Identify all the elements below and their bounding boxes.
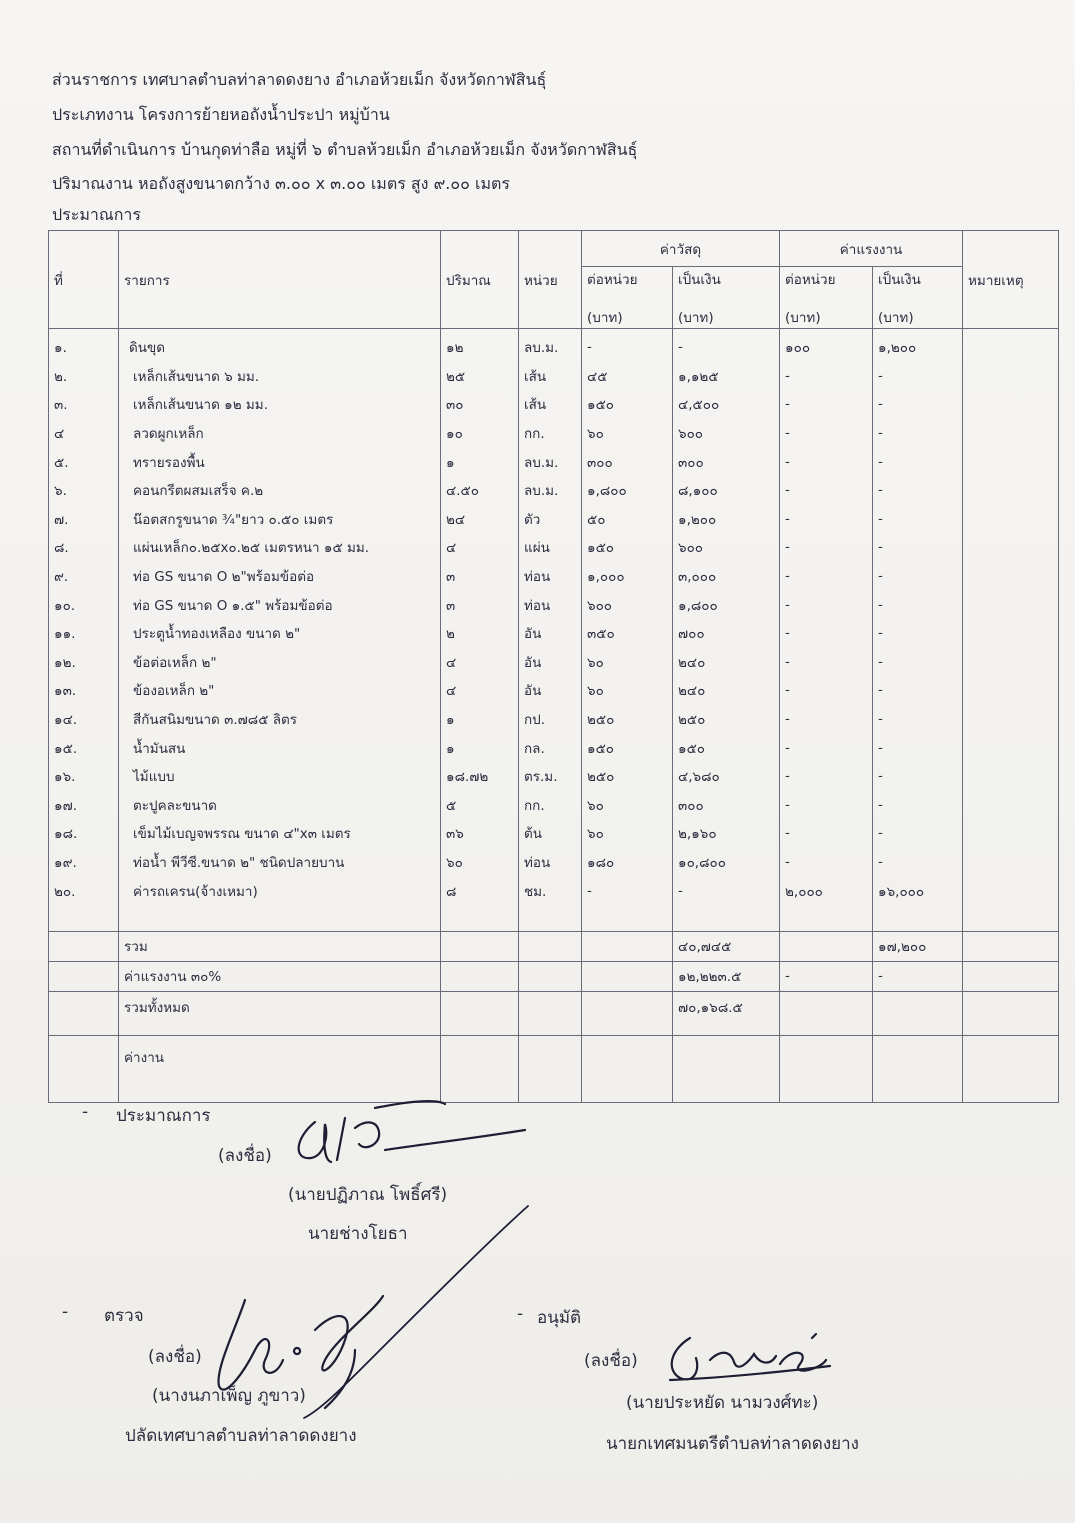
row-unit: ลบ.ม. bbox=[519, 476, 582, 505]
row-lab-total: - bbox=[873, 447, 963, 476]
row-no: ๑๘. bbox=[49, 819, 119, 848]
row-lab-unit: - bbox=[780, 733, 873, 762]
row-no: ๒. bbox=[49, 362, 119, 391]
row-mat-unit: ๖๐ bbox=[582, 676, 673, 705]
row-qty: ๑๒ bbox=[441, 329, 519, 362]
table-row bbox=[49, 362, 1059, 391]
row-no: ๑๙. bbox=[49, 848, 119, 877]
row-mat-unit: ๖๐ bbox=[582, 791, 673, 820]
row-mat-unit: ๖๐ bbox=[582, 419, 673, 448]
header-item: รายการ bbox=[119, 231, 441, 329]
row-mat-total: ๖๐๐ bbox=[673, 533, 780, 562]
row-qty: ๒ bbox=[441, 619, 519, 648]
table-row bbox=[49, 762, 1059, 791]
table-row bbox=[49, 848, 1059, 877]
row-qty: ๑๐ bbox=[441, 419, 519, 448]
row-qty: ๑ bbox=[441, 733, 519, 762]
row-mat-unit: ๒๕๐ bbox=[582, 705, 673, 734]
row-mat-total: ๒๔๐ bbox=[673, 648, 780, 677]
row-no: ๖. bbox=[49, 476, 119, 505]
row-remark bbox=[963, 476, 1059, 505]
row-mat-unit: - bbox=[582, 876, 673, 905]
row-mat-total: ๗๐๐ bbox=[673, 619, 780, 648]
row-item: สีกันสนิมขนาด ๓.๗๘๕ ลิตร bbox=[119, 705, 441, 734]
total-row bbox=[49, 931, 1059, 961]
approver-name: (นายประหยัด นามวงศ์ทะ) bbox=[626, 1393, 819, 1413]
spacer-cell bbox=[873, 905, 963, 932]
table-row bbox=[49, 447, 1059, 476]
header-labor: ค่าแรงงาน bbox=[780, 231, 963, 267]
row-remark bbox=[963, 590, 1059, 619]
row-lab-total: - bbox=[873, 619, 963, 648]
grand-total-amount: ๗๐,๑๖๘.๕ bbox=[673, 991, 780, 1035]
row-item: แผ่นเหล็ก๐.๒๕x๐.๒๕ เมตรหนา ๑๕ มม. bbox=[119, 533, 441, 562]
row-mat-unit: - bbox=[582, 329, 673, 362]
row-lab-unit: - bbox=[780, 848, 873, 877]
approver-sign-label: (ลงชื่อ) bbox=[584, 1351, 638, 1371]
row-lab-total: - bbox=[873, 533, 963, 562]
row-remark bbox=[963, 733, 1059, 762]
row-lab-total: ๑,๒๐๐ bbox=[873, 329, 963, 362]
row-remark bbox=[963, 876, 1059, 905]
total-material: ๔๐,๗๔๕ bbox=[673, 931, 780, 961]
row-mat-total: ๑๕๐ bbox=[673, 733, 780, 762]
row-item: ข้องอเหล็ก ๒" bbox=[119, 676, 441, 705]
row-lab-total: - bbox=[873, 590, 963, 619]
labor-30-amount: ๑๒,๒๒๓.๕ bbox=[673, 961, 780, 991]
row-unit: เส้น bbox=[519, 390, 582, 419]
row-unit: เส้น bbox=[519, 362, 582, 391]
location-line: สถานที่ดำเนินการ บ้านกุดท่าลือ หมู่ที่ ๖ ตำบลห้วยเม็ก อำเภอห้วยเม็ก จังหวัดกาฬสินธุ์ bbox=[52, 140, 638, 159]
estimator-role: ประมาณการ bbox=[116, 1106, 211, 1126]
row-unit: ท่อน bbox=[519, 562, 582, 591]
spacer-cell bbox=[673, 905, 780, 932]
row-item: ตะปูคละขนาด bbox=[119, 791, 441, 820]
row-mat-total: ๑,๒๐๐ bbox=[673, 505, 780, 534]
row-mat-total: ๓,๐๐๐ bbox=[673, 562, 780, 591]
row-mat-unit: ๑,๘๐๐ bbox=[582, 476, 673, 505]
row-item: ประตูน้ำทองเหลือง ขนาด ๒" bbox=[119, 619, 441, 648]
row-no: ๑๕. bbox=[49, 733, 119, 762]
spacer-cell bbox=[963, 905, 1059, 932]
row-lab-total: - bbox=[873, 476, 963, 505]
row-no: ๓. bbox=[49, 390, 119, 419]
row-lab-total: - bbox=[873, 648, 963, 677]
spacer-cell bbox=[119, 905, 441, 932]
row-remark bbox=[963, 505, 1059, 534]
row-mat-unit: ๕๐ bbox=[582, 505, 673, 534]
row-qty: ๑๘.๗๒ bbox=[441, 762, 519, 791]
header-lab-amount: เป็นเงิน (บาท) bbox=[873, 267, 963, 329]
row-lab-unit: - bbox=[780, 562, 873, 591]
row-mat-unit: ๔๕ bbox=[582, 362, 673, 391]
row-remark bbox=[963, 329, 1059, 362]
row-no: ๕. bbox=[49, 447, 119, 476]
row-qty: ๔ bbox=[441, 648, 519, 677]
row-lab-unit: - bbox=[780, 419, 873, 448]
row-lab-total: - bbox=[873, 762, 963, 791]
row-lab-unit: - bbox=[780, 533, 873, 562]
labor-30-label: ค่าแรงงาน ๓๐% bbox=[119, 961, 441, 991]
checker-role: ตรวจ bbox=[104, 1306, 144, 1326]
header-remark: หมายเหตุ bbox=[963, 231, 1059, 329]
row-item: คอนกรีตผสมเสร็จ ค.๒ bbox=[119, 476, 441, 505]
row-item: ท่อ GS ขนาด O ๑.๕" พร้อมข้อต่อ bbox=[119, 590, 441, 619]
row-unit: กล. bbox=[519, 733, 582, 762]
row-lab-total: - bbox=[873, 390, 963, 419]
row-item: ไม้แบบ bbox=[119, 762, 441, 791]
row-unit: อัน bbox=[519, 676, 582, 705]
table-row bbox=[49, 876, 1059, 905]
row-mat-unit: ๖๐ bbox=[582, 819, 673, 848]
header-lab-per-unit: ต่อหน่วย (บาท) bbox=[780, 267, 873, 329]
row-mat-unit: ๒๕๐ bbox=[582, 762, 673, 791]
row-no: ๑๑. bbox=[49, 619, 119, 648]
table-row bbox=[49, 619, 1059, 648]
grand-total-row bbox=[49, 991, 1059, 1035]
approver-title: นายกเทศมนตรีตำบลท่าลาดดงยาง bbox=[606, 1434, 859, 1454]
approver-signature bbox=[650, 1330, 840, 1390]
row-remark bbox=[963, 676, 1059, 705]
row-item: เหล็กเส้นขนาด ๑๒ มม. bbox=[119, 390, 441, 419]
table-row bbox=[49, 419, 1059, 448]
table-row bbox=[49, 390, 1059, 419]
row-unit: ลบ.ม. bbox=[519, 447, 582, 476]
row-no: ๗. bbox=[49, 505, 119, 534]
header-material: ค่าวัสดุ bbox=[582, 231, 780, 267]
row-lab-total: - bbox=[873, 848, 963, 877]
table-row bbox=[49, 791, 1059, 820]
table-row bbox=[49, 648, 1059, 677]
spacer-cell bbox=[441, 905, 519, 932]
work-type-line: ประเภทงาน โครงการย้ายหอถังน้ำประปา หมู่บ้าน bbox=[52, 105, 390, 124]
row-lab-total: - bbox=[873, 676, 963, 705]
row-unit: ท่อน bbox=[519, 590, 582, 619]
table-row bbox=[49, 733, 1059, 762]
table-row bbox=[49, 705, 1059, 734]
row-item: น้ำมันสน bbox=[119, 733, 441, 762]
row-lab-total: - bbox=[873, 733, 963, 762]
row-item: ดินขุด bbox=[119, 329, 441, 362]
row-unit: ตร.ม. bbox=[519, 762, 582, 791]
row-mat-total: ๑,๘๐๐ bbox=[673, 590, 780, 619]
row-no: ๑. bbox=[49, 329, 119, 362]
spacer-cell bbox=[582, 905, 673, 932]
row-mat-total: ๘,๑๐๐ bbox=[673, 476, 780, 505]
row-remark bbox=[963, 762, 1059, 791]
table-row bbox=[49, 819, 1059, 848]
checker-title: ปลัดเทศบาลตำบลท่าลาดดงยาง bbox=[125, 1426, 357, 1446]
table-row-spacer bbox=[49, 905, 1059, 932]
header-qty: ปริมาณ bbox=[441, 231, 519, 329]
labor-30-row bbox=[49, 961, 1059, 991]
row-mat-unit: ๓๕๐ bbox=[582, 619, 673, 648]
row-lab-unit: - bbox=[780, 447, 873, 476]
row-unit: ชม. bbox=[519, 876, 582, 905]
labor-30-lab-total: - bbox=[873, 961, 963, 991]
table-row bbox=[49, 562, 1059, 591]
row-no: ๙. bbox=[49, 562, 119, 591]
row-unit: อัน bbox=[519, 619, 582, 648]
grand-total-label: รวมทั้งหมด bbox=[119, 991, 441, 1035]
row-no: ๒๐. bbox=[49, 876, 119, 905]
row-item: ค่ารถเครน(จ้างเหมา) bbox=[119, 876, 441, 905]
row-no: ๑๖. bbox=[49, 762, 119, 791]
row-remark bbox=[963, 848, 1059, 877]
row-no: ๘. bbox=[49, 533, 119, 562]
row-mat-unit: ๑๕๐ bbox=[582, 733, 673, 762]
row-mat-unit: ๑๘๐ bbox=[582, 848, 673, 877]
row-remark bbox=[963, 419, 1059, 448]
row-qty: ๓ bbox=[441, 562, 519, 591]
row-lab-total: - bbox=[873, 791, 963, 820]
row-remark bbox=[963, 648, 1059, 677]
estimator-signature bbox=[285, 1098, 530, 1178]
row-mat-total: ๒๕๐ bbox=[673, 705, 780, 734]
row-lab-unit: - bbox=[780, 362, 873, 391]
table-row bbox=[49, 676, 1059, 705]
row-mat-total: ๓๐๐ bbox=[673, 447, 780, 476]
estimate-table bbox=[48, 230, 1059, 1103]
work-cost-label: ค่างาน bbox=[119, 1035, 441, 1102]
estimator-title: นายช่างโยธา bbox=[308, 1224, 408, 1244]
row-unit: แผ่น bbox=[519, 533, 582, 562]
total-labor: ๑๗,๒๐๐ bbox=[873, 931, 963, 961]
row-unit: กป. bbox=[519, 705, 582, 734]
row-item: ท่อน้ำ พีวีซี.ขนาด ๒" ชนิดปลายบาน bbox=[119, 848, 441, 877]
row-lab-unit: - bbox=[780, 676, 873, 705]
row-remark bbox=[963, 705, 1059, 734]
row-qty: ๓๖ bbox=[441, 819, 519, 848]
estimator-dash: - bbox=[82, 1102, 89, 1122]
row-qty: ๑ bbox=[441, 705, 519, 734]
labor-30-lab-unit: - bbox=[780, 961, 873, 991]
row-lab-unit: - bbox=[780, 476, 873, 505]
agency-line: ส่วนราชการ เทศบาลตำบลท่าลาดดงยาง อำเภอห้วยเม็ก จังหวัดกาฬสินธุ์ bbox=[52, 70, 547, 89]
item-rows bbox=[49, 329, 1059, 932]
row-lab-unit: - bbox=[780, 590, 873, 619]
approver-role: อนุมัติ bbox=[537, 1308, 582, 1328]
row-unit: ต้น bbox=[519, 819, 582, 848]
row-lab-total: - bbox=[873, 819, 963, 848]
row-mat-unit: ๑๕๐ bbox=[582, 533, 673, 562]
row-remark bbox=[963, 819, 1059, 848]
row-mat-total: ๔,๖๘๐ bbox=[673, 762, 780, 791]
table-row bbox=[49, 476, 1059, 505]
row-mat-total: ๒,๑๖๐ bbox=[673, 819, 780, 848]
row-mat-total: ๖๐๐ bbox=[673, 419, 780, 448]
total-label: รวม bbox=[119, 931, 441, 961]
row-no: ๑๓. bbox=[49, 676, 119, 705]
row-mat-total: ๒๔๐ bbox=[673, 676, 780, 705]
checker-sign-label: (ลงชื่อ) bbox=[148, 1347, 202, 1367]
row-lab-unit: - bbox=[780, 705, 873, 734]
table-row bbox=[49, 329, 1059, 362]
row-item: ลวดผูกเหล็ก bbox=[119, 419, 441, 448]
row-lab-unit: ๒,๐๐๐ bbox=[780, 876, 873, 905]
checker-dash: - bbox=[62, 1302, 69, 1322]
row-qty: ๓๐ bbox=[441, 390, 519, 419]
row-lab-unit: - bbox=[780, 390, 873, 419]
row-no: ๑๒. bbox=[49, 648, 119, 677]
row-remark bbox=[963, 362, 1059, 391]
row-mat-unit: ๑๕๐ bbox=[582, 390, 673, 419]
row-lab-total: - bbox=[873, 419, 963, 448]
row-unit: กก. bbox=[519, 419, 582, 448]
row-lab-total: - bbox=[873, 562, 963, 591]
row-mat-total: - bbox=[673, 876, 780, 905]
row-no: ๑๐. bbox=[49, 590, 119, 619]
row-remark bbox=[963, 447, 1059, 476]
row-qty: ๖๐ bbox=[441, 848, 519, 877]
checker-name: (นางนภาเพ็ญ ภูขาว) bbox=[152, 1386, 306, 1406]
row-qty: ๘ bbox=[441, 876, 519, 905]
row-item: เข็มไม้เบญจพรรณ ขนาด ๔"x๓ เมตร bbox=[119, 819, 441, 848]
header-mat-amount: เป็นเงิน (บาท) bbox=[673, 267, 780, 329]
row-no: ๑๔. bbox=[49, 705, 119, 734]
row-mat-unit: ๖๐ bbox=[582, 648, 673, 677]
row-lab-unit: - bbox=[780, 819, 873, 848]
table-row bbox=[49, 533, 1059, 562]
row-unit: ท่อน bbox=[519, 848, 582, 877]
row-no: ๔ bbox=[49, 419, 119, 448]
row-lab-total: ๑๖,๐๐๐ bbox=[873, 876, 963, 905]
row-remark bbox=[963, 619, 1059, 648]
row-qty: ๔ bbox=[441, 533, 519, 562]
row-lab-unit: - bbox=[780, 648, 873, 677]
row-remark bbox=[963, 791, 1059, 820]
row-item: ท่อ GS ขนาด O ๒"พร้อมข้อต่อ bbox=[119, 562, 441, 591]
row-item: น๊อตสกรูขนาด ¾"ยาว ๐.๕๐ เมตร bbox=[119, 505, 441, 534]
header-unit: หน่วย bbox=[519, 231, 582, 329]
row-mat-unit: ๖๐๐ bbox=[582, 590, 673, 619]
row-mat-total: ๔,๕๐๐ bbox=[673, 390, 780, 419]
row-unit: ตัว bbox=[519, 505, 582, 534]
spacer-cell bbox=[780, 905, 873, 932]
row-remark bbox=[963, 533, 1059, 562]
approver-dash: - bbox=[517, 1304, 524, 1324]
table-row bbox=[49, 590, 1059, 619]
row-qty: ๒๕ bbox=[441, 362, 519, 391]
row-lab-total: - bbox=[873, 505, 963, 534]
estimator-sign-label: (ลงชื่อ) bbox=[218, 1146, 272, 1166]
row-unit: กก. bbox=[519, 791, 582, 820]
row-mat-total: ๑๐,๘๐๐ bbox=[673, 848, 780, 877]
spacer-cell bbox=[49, 905, 119, 932]
row-item: ข้อต่อเหล็ก ๒" bbox=[119, 648, 441, 677]
row-qty: ๒๔ bbox=[441, 505, 519, 534]
row-qty: ๑ bbox=[441, 447, 519, 476]
header-no: ที่ bbox=[49, 231, 119, 329]
row-qty: ๓ bbox=[441, 590, 519, 619]
row-lab-unit: - bbox=[780, 791, 873, 820]
row-no: ๑๗. bbox=[49, 791, 119, 820]
row-unit: อัน bbox=[519, 648, 582, 677]
row-lab-unit: ๑๐๐ bbox=[780, 329, 873, 362]
row-lab-unit: - bbox=[780, 762, 873, 791]
estimator-name: (นายปฏิภาณ โพธิ์ศรี) bbox=[288, 1185, 448, 1205]
row-lab-total: - bbox=[873, 362, 963, 391]
row-mat-total: ๑,๑๒๕ bbox=[673, 362, 780, 391]
work-cost-row bbox=[49, 1035, 1059, 1102]
row-unit: ลบ.ม. bbox=[519, 329, 582, 362]
table-row bbox=[49, 505, 1059, 534]
spacer-cell bbox=[519, 905, 582, 932]
row-item: เหล็กเส้นขนาด ๖ มม. bbox=[119, 362, 441, 391]
quantity-line: ปริมาณงาน หอถังสูงขนาดกว้าง ๓.๐๐ x ๓.๐๐ เมตร สูง ๙.๐๐ เมตร bbox=[52, 174, 510, 193]
row-mat-total: - bbox=[673, 329, 780, 362]
header-mat-per-unit: ต่อหน่วย (บาท) bbox=[582, 267, 673, 329]
row-remark bbox=[963, 390, 1059, 419]
estimate-heading: ประมาณการ bbox=[52, 205, 141, 224]
row-mat-unit: ๓๐๐ bbox=[582, 447, 673, 476]
row-lab-unit: - bbox=[780, 505, 873, 534]
row-qty: ๔ bbox=[441, 676, 519, 705]
row-lab-unit: - bbox=[780, 619, 873, 648]
row-qty: ๔.๕๐ bbox=[441, 476, 519, 505]
row-qty: ๕ bbox=[441, 791, 519, 820]
row-mat-total: ๓๐๐ bbox=[673, 791, 780, 820]
row-item: ทรายรองพื้น bbox=[119, 447, 441, 476]
row-remark bbox=[963, 562, 1059, 591]
row-lab-total: - bbox=[873, 705, 963, 734]
row-mat-unit: ๑,๐๐๐ bbox=[582, 562, 673, 591]
